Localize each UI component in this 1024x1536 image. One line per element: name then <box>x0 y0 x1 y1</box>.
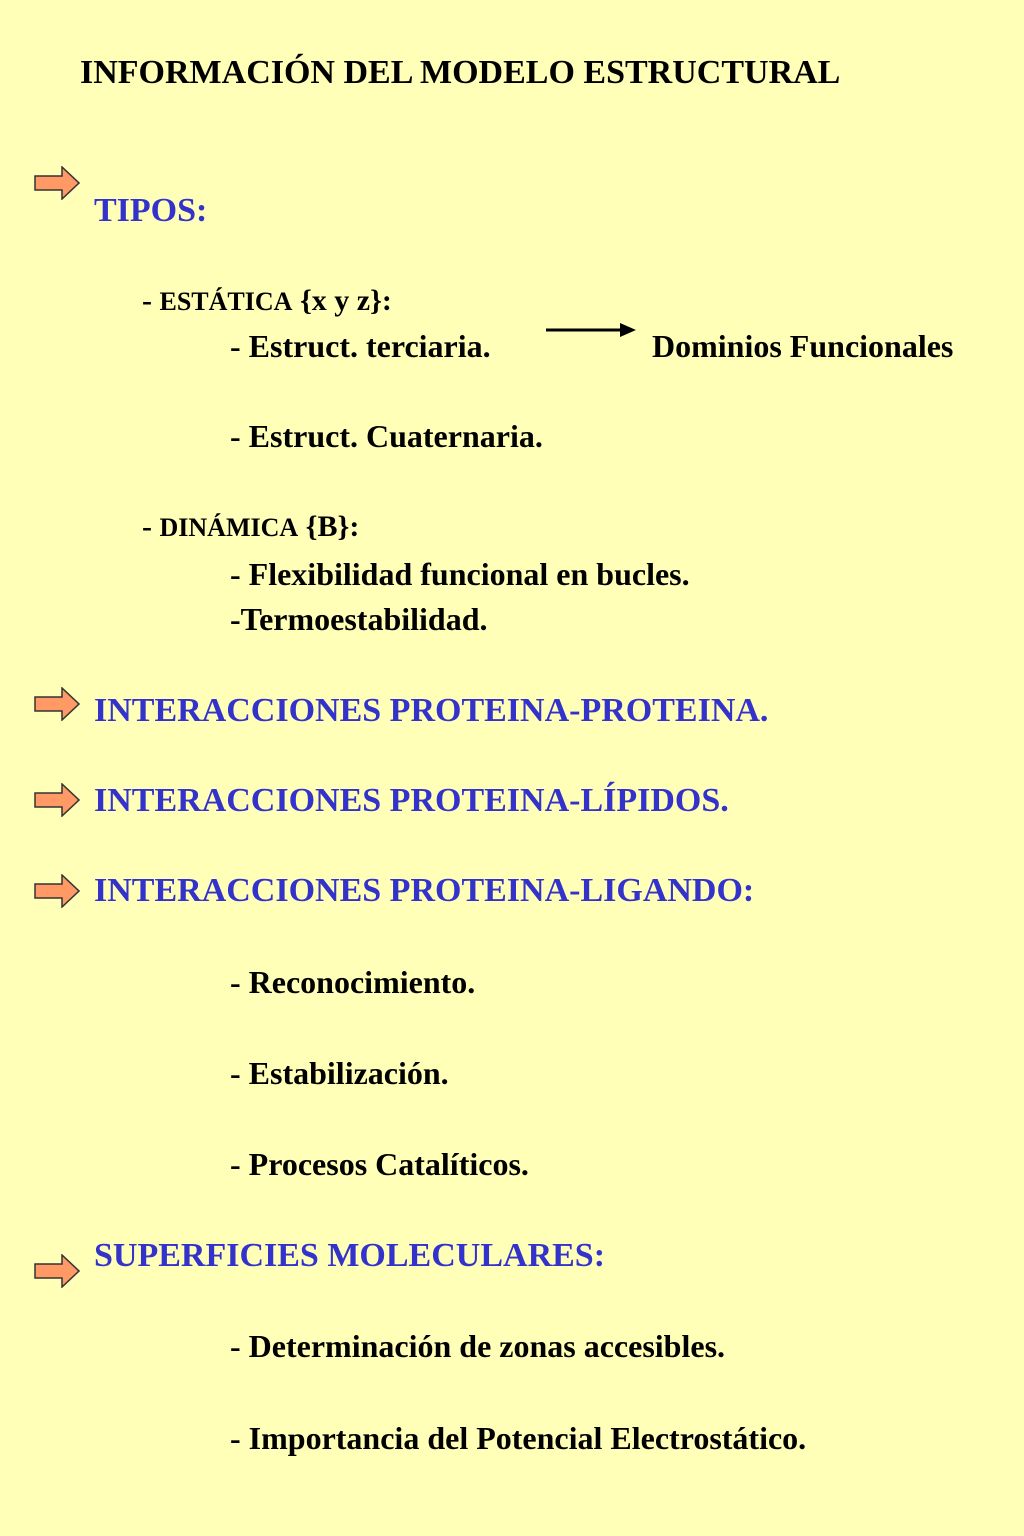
dinamica-dash: - <box>142 510 160 543</box>
proteina-lipidos-heading: INTERACCIONES PROTEINA-LÍPIDOS. <box>94 782 729 819</box>
dinamica-name: DINÁMICA <box>159 513 299 542</box>
proteina-ligando-heading: INTERACCIONES PROTEINA-LIGANDO: <box>94 872 755 909</box>
estatica-suffix: {x y z}: <box>292 284 392 317</box>
estatica-item: - Estruct. Cuaternaria. <box>230 418 543 454</box>
ligando-item: - Reconocimiento. <box>230 964 476 1000</box>
ligando-item: - Procesos Catalíticos. <box>230 1146 529 1182</box>
right-arrow-icon <box>34 874 80 908</box>
dinamica-item: -Termoestabilidad. <box>230 601 488 637</box>
superficies-heading: SUPERFICIES MOLECULARES: <box>94 1237 606 1274</box>
dinamica-suffix: {B}: <box>298 510 360 543</box>
dominios-funcionales: Dominios Funcionales <box>652 328 954 364</box>
tipos-heading: TIPOS: <box>94 192 208 229</box>
dinamica-item: - Flexibilidad funcional en bucles. <box>230 556 690 592</box>
page-title: INFORMACIÓN DEL MODELO ESTRUCTURAL <box>80 54 841 91</box>
dinamica-label <box>142 512 359 542</box>
right-arrow-icon <box>34 166 80 200</box>
proteina-proteina-heading: INTERACCIONES PROTEINA-PROTEINA. <box>94 692 769 729</box>
superficies-item: - Determinación de zonas accesibles. <box>230 1328 726 1364</box>
estatica-name: ESTÁTICA <box>159 287 293 316</box>
right-arrow-icon <box>34 687 80 721</box>
long-arrow-icon <box>546 318 636 342</box>
ligando-item: - Estabilización. <box>230 1055 449 1091</box>
estatica-item: - Estruct. terciaria. <box>230 328 491 364</box>
estatica-dash: - <box>142 284 160 317</box>
right-arrow-icon <box>34 1254 80 1288</box>
superficies-item: - Importancia del Potencial Electrostático. <box>230 1420 807 1456</box>
right-arrow-icon <box>34 783 80 817</box>
estatica-label <box>142 286 392 316</box>
